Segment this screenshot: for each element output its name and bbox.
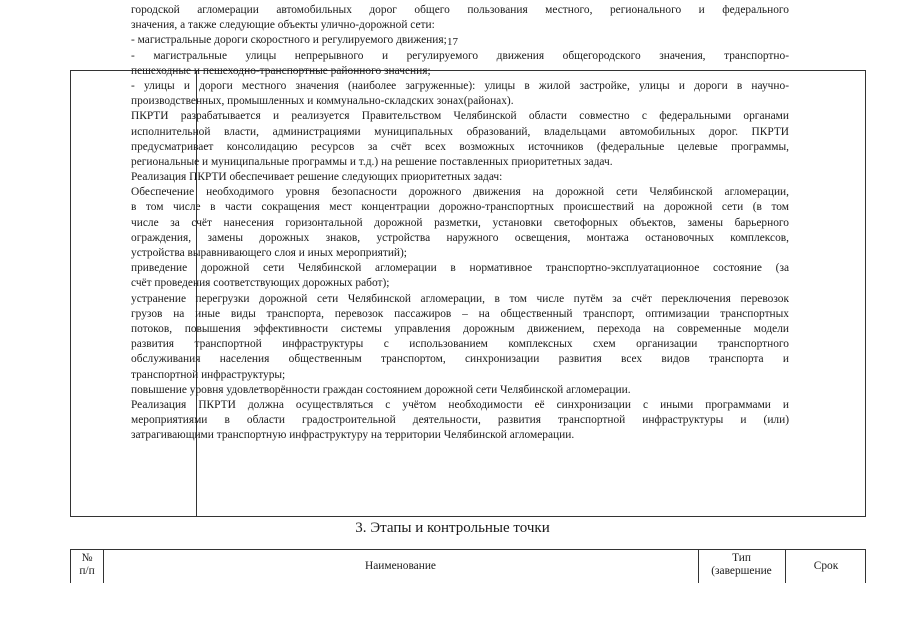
section-title: 3. Этапы и контрольные точки [355, 520, 550, 536]
text-line: затрагивающими транспортную инфраструктуру на территории Челябинской агломерации. [131, 429, 575, 442]
text-line: - магистральные улицы непрерывного и регулируемого движения общегородского значения, транспортно- [131, 49, 789, 62]
text-line: Реализация ПКРТИ должна осуществляться с учётом необходимости её синхронизации с иными программами и [131, 398, 789, 411]
text-line: транспортной инфраструктуры; [131, 368, 286, 381]
text-line: - улицы и дороги местного значения (наиболее загруженные): улицы в жилой застройке, улицы и дороги в научно- [131, 79, 789, 92]
header-number-sublabel: п/п [79, 565, 95, 577]
text-line: мероприятиями в области градостроительной деятельности, развития транспортной инфраструктуры и (или) [131, 414, 789, 427]
header-deadline: Срок [813, 560, 839, 572]
text-line: повышение уровня удовлетворённости граждан состоянием дорожной сети Челябинской агломерации. [131, 383, 631, 396]
text-line: счёт проведения соответствующих дорожных работ); [131, 277, 390, 290]
text-line: обслуживания населения общественным транспортом, синхронизации развития всех видов транспорта и [131, 353, 789, 366]
text-line: пешеходные и пешеходно-транспортные районного значения; [131, 64, 431, 77]
text-line: значения, а также следующие объекты улично-дорожной сети: [131, 19, 435, 32]
text-line: числе за счёт нанесения горизонтальной дорожной разметки, установки светофорных объектов, замены барьерного [131, 216, 789, 229]
text-line: исполнительной власти, администрациями муниципальных образований, владельцами автомобильных дорог. ПКРТИ [131, 125, 789, 138]
text-line: в том числе в части сокращения мест концентрации дорожно-транспортных происшествий на дорожной сети (в том [131, 201, 789, 214]
text-line: грузов на иные виды транспорта, перевозок пассажиров – на общественный транспорт, оптимизации транспортных [131, 307, 789, 320]
text-line: Обеспечение необходимого уровня безопасности дорожного движения на дорожной сети Челябинской агломерации, [131, 186, 789, 199]
page-number: 17 [447, 36, 458, 48]
text-line: устройства выравнивающего слоя и иных мероприятий); [131, 247, 407, 259]
text-line: предусматривает консолидацию ресурсов за счёт всех возможных источников (федеральные целевые программы, [131, 140, 789, 153]
text-line: - магистральные дороги скоростного и регулируемого движения; [131, 34, 447, 47]
header-type-sublabel: (завершение [711, 565, 772, 577]
header-type [698, 552, 785, 578]
header-type-label: Тип [732, 552, 751, 564]
text-line: потоков, повышения эффективности системы управления дорожным движением, перехода на современные модели [131, 322, 789, 335]
header-number [71, 552, 103, 578]
text-line: городской агломерации автомобильных дорог общего пользования местного, регионального и федерального [131, 4, 789, 16]
text-line: ПКРТИ разрабатывается и реализуется Правительством Челябинской области совместно с федеральными органами [131, 110, 789, 123]
header-number-label: № [81, 552, 93, 564]
text-line: производственных, промышленных и коммунально-складских зонах(районах). [131, 95, 514, 108]
text-line: ограждения, замены дорожных знаков, устройства наружного освещения, монтажа остановочных комплексов, [131, 231, 789, 244]
stages-table-header [70, 549, 866, 583]
content-cell-text [131, 3, 789, 443]
text-line: приведение дорожной сети Челябинской агломерации в нормативное транспортно-эксплуатационное состояние (за [131, 262, 789, 275]
text-line: развития транспортной инфраструктуры с использованием комплексных схем организации транспортного [131, 338, 789, 351]
text-line: устранение перегрузки дорожной сети Челябинской агломерации, в том числе путём за счёт переключения перевозок [131, 292, 789, 305]
text-line: Реализация ПКРТИ обеспечивает решение следующих приоритетных задач: [131, 171, 503, 184]
text-line: региональные и муниципальные программы и т.д.) на решение поставленных приоритетных задач. [131, 155, 613, 168]
header-name: Наименование [365, 560, 436, 572]
